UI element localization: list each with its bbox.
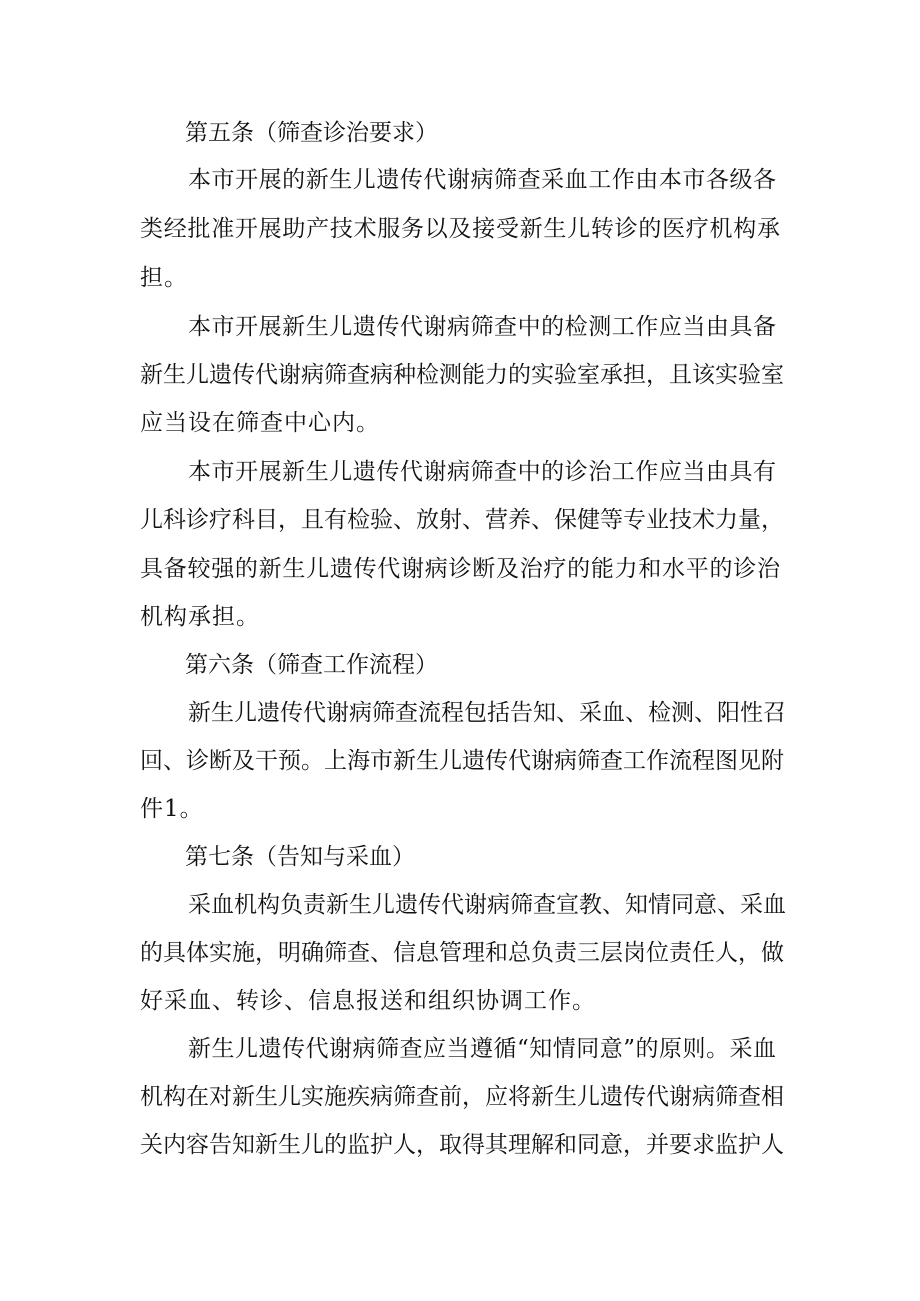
text-line: 机构在对新生儿实施疾病筛查前，应将新生儿遗传代谢病筛查相 [140, 1084, 784, 1110]
article-7-heading: 第七条（告知与采血） [185, 844, 415, 870]
text-line: 的具体实施，明确筛查、信息管理和总负责三层岗位责任人，做 [140, 940, 784, 966]
text-line: 本市开展的新生儿遗传代谢病筛查采血工作由本市各级各 [188, 167, 776, 193]
text-line: 好采血、转诊、信息报送和组织协调工作。 [140, 988, 596, 1014]
text-line: 机构承担。 [140, 604, 260, 630]
text-line: 儿科诊疗科目，且有检验、放射、营养、保健等专业技术力量， [140, 507, 784, 533]
text-line: 具备较强的新生儿遗传代谢病诊断及治疗的能力和水平的诊治 [140, 556, 780, 582]
text-line: 担。 [140, 265, 188, 291]
article-6-heading: 第六条（筛查工作流程） [185, 652, 438, 678]
text-line: 新生儿遗传代谢病筛查流程包括告知、采血、检测、阳性召 [188, 700, 786, 726]
text-line: 本市开展新生儿遗传代谢病筛查中的诊治工作应当由具有 [188, 459, 776, 485]
text-line: 类经批准开展助产技术服务以及接受新生儿转诊的医疗机构承 [140, 216, 780, 242]
text-line: 应当设在筛查中心内。 [140, 410, 380, 436]
text-line: 新生儿遗传代谢病筛查病种检测能力的实验室承担，且该实验室 [140, 362, 784, 388]
article-5-heading: 第五条（筛查诊治要求） [185, 120, 438, 146]
text-line: 本市开展新生儿遗传代谢病筛查中的检测工作应当由具备 [188, 314, 776, 340]
text-line: 关内容告知新生儿的监护人，取得其理解和同意，并要求监护人 [140, 1132, 784, 1158]
text-line: 回、诊断及干预。上海市新生儿遗传代谢病筛查工作流程图见附 [140, 748, 784, 774]
text-line: 采血机构负责新生儿遗传代谢病筛查宣教、知情同意、采血 [188, 892, 786, 918]
text-line: 新生儿遗传代谢病筛查应当遵循“知情同意”的原则。采血 [188, 1036, 776, 1062]
text-line: 件1。 [140, 796, 204, 822]
